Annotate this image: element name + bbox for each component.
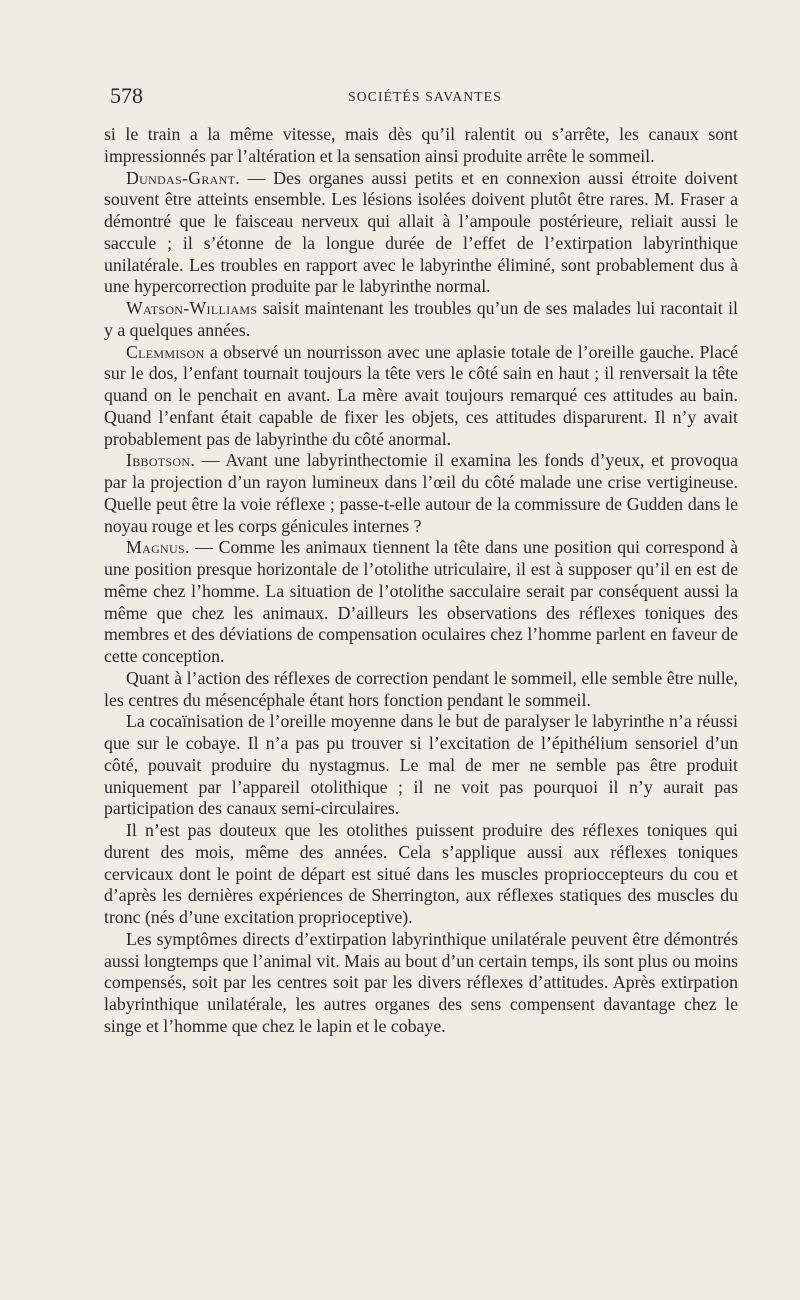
paragraph: La cocaïnisation de l’oreille moyenne dans le but de paralyser le labyrinthe n’a réussi que sur le cobaye. Il n’a pas pu trouver si l’excitation de l’épithélium sensoriel d’un côté, pouvait produire du nystagmus. Le mal de mer ne semble pas être produit uniquement par l’appareil otolithique ; il ne voit pas pourquoi il n’y aurait pas participation des canaux semi-circulaires. [104, 711, 738, 819]
paragraph: Dundas-Grant. — Des organes aussi petits et en connexion aussi étroite doivent souvent être atteints ensemble. Les lésions isolées doivent plutôt être rares. M. Fraser a démontré que le faisceau nerveux qui allait à l’ampoule postérieure, reliait aussi le saccule ; il s’étonne de la longue durée de l’effet de l’extirpation labyrinthique unilatérale. Les troubles en rapport avec le labyrinthe éliminé, sont probablement dus à une hypercorrection produite par le labyrinthe normal. [104, 167, 738, 297]
paragraph: si le train a la même vitesse, mais dès qu’il ralentit ou s’arrête, les canaux sont impressionnés par l’altération et la sensation ainsi produite arrête le sommeil. [104, 124, 738, 166]
speaker-name: Watson-Williams [126, 298, 258, 318]
paragraph: Ibbotson. — Avant une labyrinthectomie il examina les fonds d’yeux, et provoqua par la projection d’un rayon lumineux dans l’œil du côté malade une crise vertigineuse. Quelle peut être la voie réflexe ; passe-t-elle autour de la commissure de Gudden dans le noyau rouge et les corps génicules internes ? [104, 450, 738, 536]
page-number: 578 [110, 83, 143, 108]
paragraph: Clemmison a observé un nourrisson avec une aplasie totale de l’oreille gauche. Placé sur le dos, l’enfant tournait toujours la tête vers le côté sain en haut ; il renversait la tête quand on le penchait en avant. La mère avait toujours remarqué ces attitudes au bain. Quand l’enfant était capable de fixer les objets, ces attitudes disparurent. Il n’y avait probablement pas de labyrinthe du côté anormal. [104, 341, 738, 449]
body-text [104, 124, 738, 1038]
paragraph: Watson-Williams saisit maintenant les troubles qu’un de ses malades lui racontait il y a quelques années. [104, 298, 738, 340]
paragraph: Quant à l’action des réflexes de correction pendant le sommeil, elle semble être nulle, les centres du mésencéphale étant hors fonction pendant le sommeil. [104, 667, 738, 710]
page-header [110, 82, 740, 110]
running-title: SOCIÉTÉS SAVANTES [348, 89, 502, 104]
paragraph: Magnus. — Comme les animaux tiennent la tête dans une position qui correspond à une position presque horizontale de l’otolithe utriculaire, il est à supposer qu’il en est de même chez l’homme. La situation de l’otolithe sacculaire serait par conséquent aussi la même que chez les animaux. D’ailleurs les observations des réflexes toniques des membres et des déviations de compensation oculaires chez l’homme parlent en faveur de cette conception. [104, 537, 738, 666]
speaker-name: Ibbotson. [126, 450, 196, 471]
paragraph: Il n’est pas douteux que les otolithes puissent produire des réflexes toniques qui durent des mois, même des années. Cela s’applique aussi aux réflexes toniques cervicaux dont le point de départ est situé dans les muscles proprioccepteurs du cou et d’après les dernières expériences de Sherrington, aux réflexes statiques des muscles du tronc (nés d’une excitation proprioceptive). [104, 820, 738, 927]
speaker-name: Clemmison [126, 341, 205, 362]
speaker-name: Dundas-Grant. [126, 167, 240, 188]
speaker-name: Magnus. [126, 537, 190, 558]
paragraph: Les symptômes directs d’extirpation labyrinthique unilatérale peuvent être démontrés aussi longtemps que l’animal vit. Mais au bout d’un certain temps, ils sont plus ou moins compensés, soit par les centres soit par les divers réflexes d’attitudes. Après extirpation labyrinthique unilatérale, les autres organes des sens compensent davantage chez le singe et l’homme que chez le lapin et le cobaye. [104, 928, 738, 1036]
